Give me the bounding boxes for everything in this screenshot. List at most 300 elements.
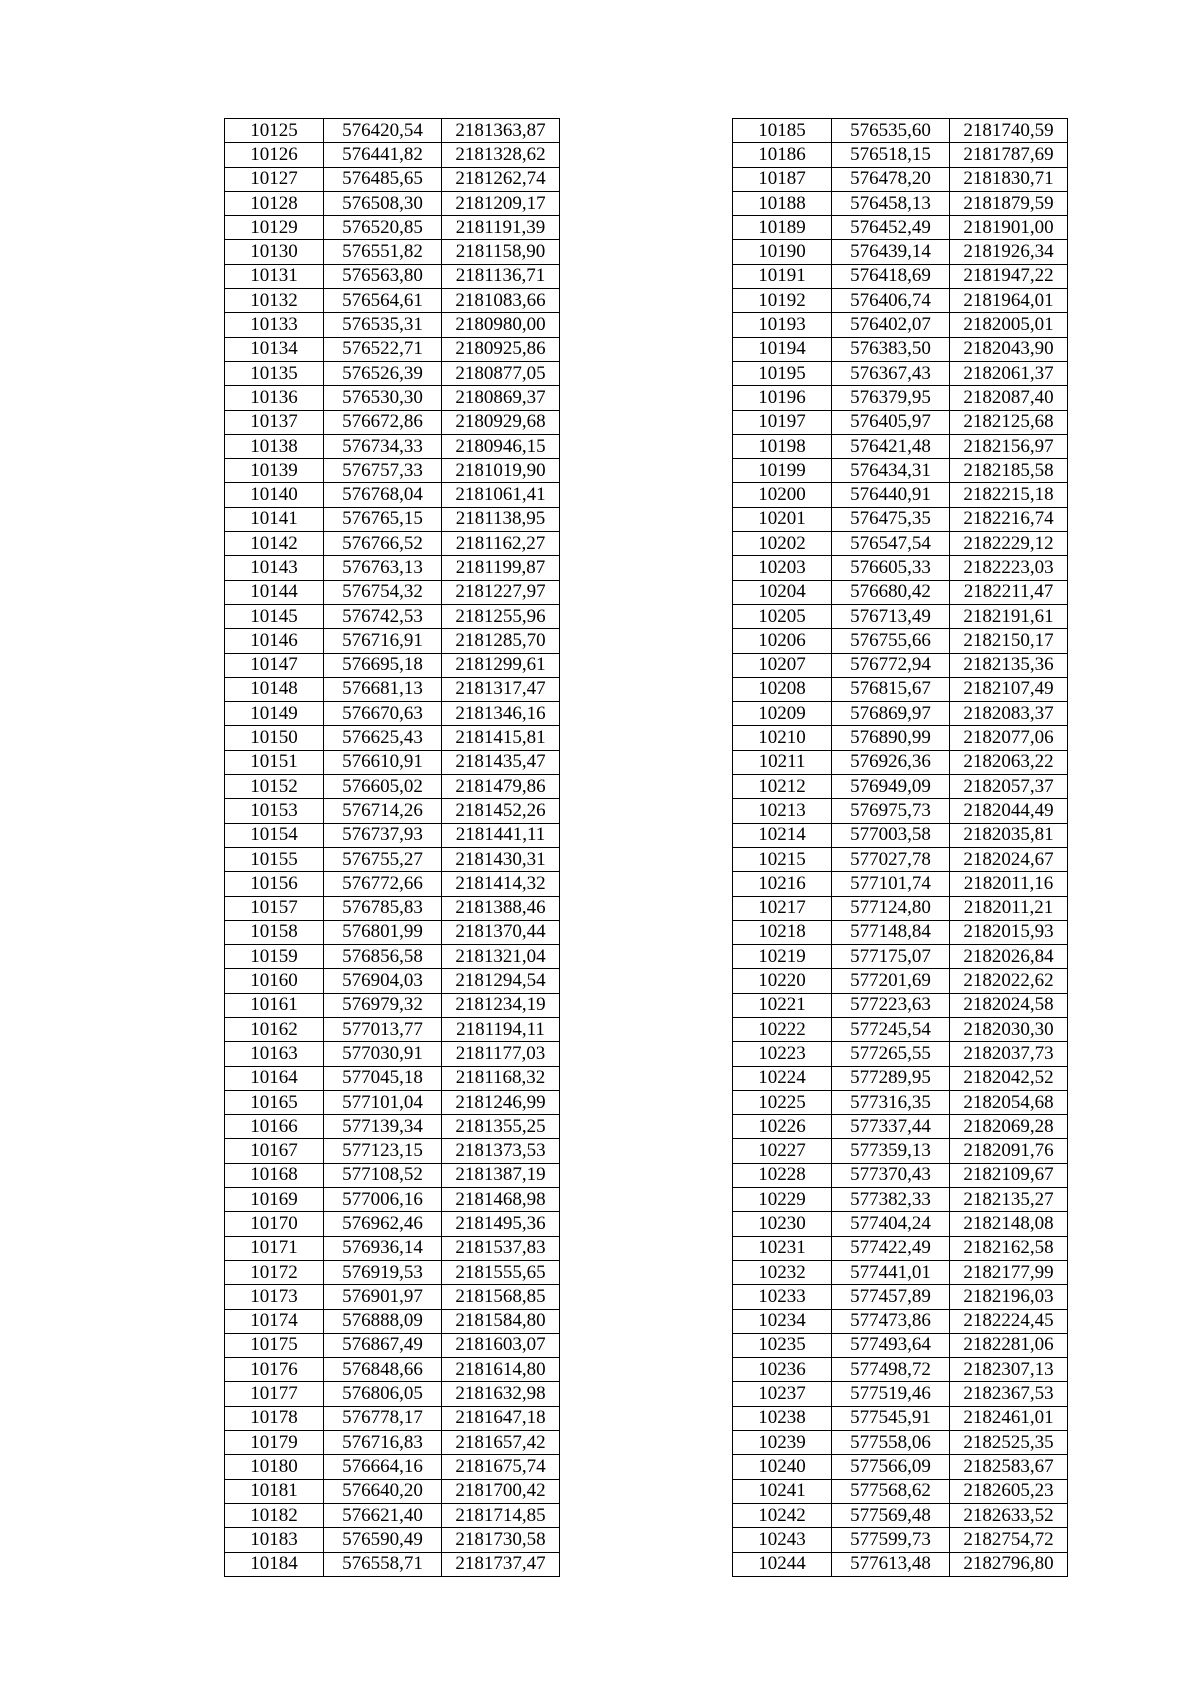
point-number-cell: 10241	[733, 1479, 832, 1503]
point-number-cell: 10185	[733, 119, 832, 143]
table-row	[225, 1139, 560, 1163]
x-coordinate-cell: 576418,69	[832, 264, 950, 288]
x-coordinate-cell: 576869,97	[832, 702, 950, 726]
table-row	[733, 1236, 1068, 1260]
x-coordinate-cell: 577337,44	[832, 1115, 950, 1139]
table-row	[225, 896, 560, 920]
x-coordinate-cell: 576478,20	[832, 167, 950, 191]
table-row	[225, 386, 560, 410]
y-coordinate-cell: 2182223,03	[950, 556, 1068, 580]
point-number-cell: 10157	[225, 896, 324, 920]
x-coordinate-cell: 577003,58	[832, 823, 950, 847]
table-row	[225, 993, 560, 1017]
x-coordinate-cell: 576383,50	[832, 337, 950, 361]
table-row	[225, 653, 560, 677]
point-number-cell: 10236	[733, 1358, 832, 1382]
y-coordinate-cell: 2181568,85	[442, 1285, 560, 1309]
point-number-cell: 10199	[733, 459, 832, 483]
x-coordinate-cell: 576754,32	[324, 580, 442, 604]
y-coordinate-cell: 2181317,47	[442, 677, 560, 701]
point-number-cell: 10205	[733, 604, 832, 628]
y-coordinate-cell: 2182307,13	[950, 1358, 1068, 1382]
x-coordinate-cell: 576605,33	[832, 556, 950, 580]
x-coordinate-cell: 577123,15	[324, 1139, 442, 1163]
x-coordinate-cell: 576765,15	[324, 507, 442, 531]
y-coordinate-cell: 2182177,99	[950, 1260, 1068, 1284]
y-coordinate-cell: 2181388,46	[442, 896, 560, 920]
y-coordinate-cell: 2182229,12	[950, 532, 1068, 556]
y-coordinate-cell: 2182024,58	[950, 993, 1068, 1017]
table-row	[225, 216, 560, 240]
table-row	[225, 750, 560, 774]
table-row	[225, 823, 560, 847]
point-number-cell: 10162	[225, 1017, 324, 1041]
table-row	[733, 386, 1068, 410]
x-coordinate-cell: 576547,54	[832, 532, 950, 556]
table-row	[733, 653, 1068, 677]
table-row	[225, 1115, 560, 1139]
table-row	[225, 1260, 560, 1284]
table-row	[733, 1358, 1068, 1382]
x-coordinate-cell: 576734,33	[324, 434, 442, 458]
x-coordinate-cell: 576508,30	[324, 191, 442, 215]
table-row	[225, 1406, 560, 1430]
coordinates-table-right	[732, 118, 1068, 1577]
y-coordinate-cell: 2181730,58	[442, 1528, 560, 1552]
x-coordinate-cell: 576564,61	[324, 289, 442, 313]
x-coordinate-cell: 576535,60	[832, 119, 950, 143]
point-number-cell: 10141	[225, 507, 324, 531]
table-row	[733, 993, 1068, 1017]
table-row	[733, 872, 1068, 896]
x-coordinate-cell: 576551,82	[324, 240, 442, 264]
y-coordinate-cell: 2182061,37	[950, 361, 1068, 385]
y-coordinate-cell: 2181926,34	[950, 240, 1068, 264]
table-row	[225, 507, 560, 531]
table-row	[225, 459, 560, 483]
y-coordinate-cell: 2181714,85	[442, 1503, 560, 1527]
x-coordinate-cell: 577175,07	[832, 945, 950, 969]
x-coordinate-cell: 576402,07	[832, 313, 950, 337]
point-number-cell: 10186	[733, 143, 832, 167]
table-row	[225, 1333, 560, 1357]
y-coordinate-cell: 2181168,32	[442, 1066, 560, 1090]
table-row	[733, 1406, 1068, 1430]
point-number-cell: 10200	[733, 483, 832, 507]
x-coordinate-cell: 577566,09	[832, 1455, 950, 1479]
point-number-cell: 10142	[225, 532, 324, 556]
point-number-cell: 10239	[733, 1431, 832, 1455]
x-coordinate-cell: 576590,49	[324, 1528, 442, 1552]
table-row	[733, 1017, 1068, 1041]
y-coordinate-cell: 2182191,61	[950, 604, 1068, 628]
table-row	[733, 532, 1068, 556]
point-number-cell: 10219	[733, 945, 832, 969]
x-coordinate-cell: 577124,80	[832, 896, 950, 920]
point-number-cell: 10227	[733, 1139, 832, 1163]
table-row	[733, 945, 1068, 969]
point-number-cell: 10138	[225, 434, 324, 458]
point-number-cell: 10193	[733, 313, 832, 337]
point-number-cell: 10220	[733, 969, 832, 993]
x-coordinate-cell: 577441,01	[832, 1260, 950, 1284]
x-coordinate-cell: 576672,86	[324, 410, 442, 434]
x-coordinate-cell: 576806,05	[324, 1382, 442, 1406]
table-row	[225, 1285, 560, 1309]
table-row	[733, 1212, 1068, 1236]
x-coordinate-cell: 576772,66	[324, 872, 442, 896]
table-row	[733, 775, 1068, 799]
table-row	[225, 1066, 560, 1090]
table-row	[733, 1139, 1068, 1163]
x-coordinate-cell: 576367,43	[832, 361, 950, 385]
x-coordinate-cell: 577027,78	[832, 847, 950, 871]
table-row	[733, 410, 1068, 434]
x-coordinate-cell: 576901,97	[324, 1285, 442, 1309]
x-coordinate-cell: 576475,35	[832, 507, 950, 531]
y-coordinate-cell: 2182605,23	[950, 1479, 1068, 1503]
y-coordinate-cell: 2181262,74	[442, 167, 560, 191]
y-coordinate-cell: 2181555,65	[442, 1260, 560, 1284]
point-number-cell: 10180	[225, 1455, 324, 1479]
table-row	[733, 556, 1068, 580]
x-coordinate-cell: 577613,48	[832, 1552, 950, 1576]
point-number-cell: 10146	[225, 629, 324, 653]
x-coordinate-cell: 576772,94	[832, 653, 950, 677]
x-coordinate-cell: 576522,71	[324, 337, 442, 361]
point-number-cell: 10222	[733, 1017, 832, 1041]
y-coordinate-cell: 2181019,90	[442, 459, 560, 483]
x-coordinate-cell: 576713,49	[832, 604, 950, 628]
x-coordinate-cell: 576441,82	[324, 143, 442, 167]
point-number-cell: 10213	[733, 799, 832, 823]
point-number-cell: 10158	[225, 920, 324, 944]
point-number-cell: 10171	[225, 1236, 324, 1260]
table-row	[225, 1528, 560, 1552]
y-coordinate-cell: 2182583,67	[950, 1455, 1068, 1479]
point-number-cell: 10175	[225, 1333, 324, 1357]
table-row	[225, 872, 560, 896]
table-row	[225, 1042, 560, 1066]
point-number-cell: 10170	[225, 1212, 324, 1236]
point-number-cell: 10210	[733, 726, 832, 750]
point-number-cell: 10134	[225, 337, 324, 361]
x-coordinate-cell: 577245,54	[832, 1017, 950, 1041]
y-coordinate-cell: 2181584,80	[442, 1309, 560, 1333]
point-number-cell: 10207	[733, 653, 832, 677]
y-coordinate-cell: 2181700,42	[442, 1479, 560, 1503]
point-number-cell: 10143	[225, 556, 324, 580]
x-coordinate-cell: 576755,66	[832, 629, 950, 653]
point-number-cell: 10137	[225, 410, 324, 434]
table-row	[225, 556, 560, 580]
point-number-cell: 10168	[225, 1163, 324, 1187]
x-coordinate-cell: 577599,73	[832, 1528, 950, 1552]
table-row	[733, 1115, 1068, 1139]
point-number-cell: 10198	[733, 434, 832, 458]
x-coordinate-cell: 576975,73	[832, 799, 950, 823]
point-number-cell: 10244	[733, 1552, 832, 1576]
table-row	[225, 1188, 560, 1212]
x-coordinate-cell: 576420,54	[324, 119, 442, 143]
y-coordinate-cell: 2181495,36	[442, 1212, 560, 1236]
x-coordinate-cell: 576815,67	[832, 677, 950, 701]
point-number-cell: 10135	[225, 361, 324, 385]
table-row	[225, 410, 560, 434]
point-number-cell: 10225	[733, 1090, 832, 1114]
point-number-cell: 10136	[225, 386, 324, 410]
y-coordinate-cell: 2181675,74	[442, 1455, 560, 1479]
y-coordinate-cell: 2182011,16	[950, 872, 1068, 896]
table-row	[225, 920, 560, 944]
table-row	[733, 1163, 1068, 1187]
x-coordinate-cell: 577370,43	[832, 1163, 950, 1187]
y-coordinate-cell: 2182367,53	[950, 1382, 1068, 1406]
x-coordinate-cell: 576695,18	[324, 653, 442, 677]
table-row	[733, 847, 1068, 871]
point-number-cell: 10183	[225, 1528, 324, 1552]
y-coordinate-cell: 2182026,84	[950, 945, 1068, 969]
point-number-cell: 10194	[733, 337, 832, 361]
x-coordinate-cell: 576670,63	[324, 702, 442, 726]
y-coordinate-cell: 2181879,59	[950, 191, 1068, 215]
x-coordinate-cell: 577519,46	[832, 1382, 950, 1406]
table-row	[733, 143, 1068, 167]
y-coordinate-cell: 2181209,17	[442, 191, 560, 215]
table-row	[225, 483, 560, 507]
point-number-cell: 10131	[225, 264, 324, 288]
x-coordinate-cell: 576936,14	[324, 1236, 442, 1260]
x-coordinate-cell: 576563,80	[324, 264, 442, 288]
point-number-cell: 10176	[225, 1358, 324, 1382]
y-coordinate-cell: 2181373,53	[442, 1139, 560, 1163]
table-row	[733, 289, 1068, 313]
y-coordinate-cell: 2181452,26	[442, 799, 560, 823]
point-number-cell: 10234	[733, 1309, 832, 1333]
y-coordinate-cell: 2181614,80	[442, 1358, 560, 1382]
point-number-cell: 10164	[225, 1066, 324, 1090]
y-coordinate-cell: 2182005,01	[950, 313, 1068, 337]
x-coordinate-cell: 576763,13	[324, 556, 442, 580]
point-number-cell: 10211	[733, 750, 832, 774]
y-coordinate-cell: 2182196,03	[950, 1285, 1068, 1309]
x-coordinate-cell: 577223,63	[832, 993, 950, 1017]
table-row	[733, 507, 1068, 531]
point-number-cell: 10147	[225, 653, 324, 677]
table-row	[225, 847, 560, 871]
x-coordinate-cell: 576440,91	[832, 483, 950, 507]
y-coordinate-cell: 2180980,00	[442, 313, 560, 337]
x-coordinate-cell: 576518,15	[832, 143, 950, 167]
table-row	[733, 1090, 1068, 1114]
x-coordinate-cell: 576766,52	[324, 532, 442, 556]
point-number-cell: 10187	[733, 167, 832, 191]
point-number-cell: 10188	[733, 191, 832, 215]
table-row	[733, 969, 1068, 993]
table-row	[225, 580, 560, 604]
x-coordinate-cell: 577265,55	[832, 1042, 950, 1066]
y-coordinate-cell: 2182148,08	[950, 1212, 1068, 1236]
table-row	[733, 337, 1068, 361]
y-coordinate-cell: 2182135,36	[950, 653, 1068, 677]
table-row	[225, 361, 560, 385]
y-coordinate-cell: 2181136,71	[442, 264, 560, 288]
y-coordinate-cell: 2180946,15	[442, 434, 560, 458]
y-coordinate-cell: 2181285,70	[442, 629, 560, 653]
point-number-cell: 10212	[733, 775, 832, 799]
y-coordinate-cell: 2182796,80	[950, 1552, 1068, 1576]
x-coordinate-cell: 576768,04	[324, 483, 442, 507]
x-coordinate-cell: 577493,64	[832, 1333, 950, 1357]
point-number-cell: 10202	[733, 532, 832, 556]
table-row	[733, 799, 1068, 823]
table-row	[733, 702, 1068, 726]
x-coordinate-cell: 576458,13	[832, 191, 950, 215]
table-row	[225, 434, 560, 458]
y-coordinate-cell: 2181603,07	[442, 1333, 560, 1357]
y-coordinate-cell: 2182281,06	[950, 1333, 1068, 1357]
table-row	[733, 434, 1068, 458]
point-number-cell: 10196	[733, 386, 832, 410]
table-row	[225, 143, 560, 167]
x-coordinate-cell: 577422,49	[832, 1236, 950, 1260]
y-coordinate-cell: 2181191,39	[442, 216, 560, 240]
y-coordinate-cell: 2181537,83	[442, 1236, 560, 1260]
table-row	[733, 1285, 1068, 1309]
y-coordinate-cell: 2182525,35	[950, 1431, 1068, 1455]
x-coordinate-cell: 576755,27	[324, 847, 442, 871]
table-row	[733, 483, 1068, 507]
table-row	[733, 1382, 1068, 1406]
point-number-cell: 10243	[733, 1528, 832, 1552]
y-coordinate-cell: 2181414,32	[442, 872, 560, 896]
point-number-cell: 10228	[733, 1163, 832, 1187]
point-number-cell: 10189	[733, 216, 832, 240]
table-row	[225, 167, 560, 191]
y-coordinate-cell: 2181415,81	[442, 726, 560, 750]
y-coordinate-cell: 2181138,95	[442, 507, 560, 531]
point-number-cell: 10156	[225, 872, 324, 896]
point-number-cell: 10125	[225, 119, 324, 143]
y-coordinate-cell: 2181647,18	[442, 1406, 560, 1430]
table-row	[733, 580, 1068, 604]
y-coordinate-cell: 2180869,37	[442, 386, 560, 410]
point-number-cell: 10130	[225, 240, 324, 264]
point-number-cell: 10148	[225, 677, 324, 701]
table-row	[225, 1431, 560, 1455]
point-number-cell: 10221	[733, 993, 832, 1017]
table-row	[733, 1431, 1068, 1455]
y-coordinate-cell: 2181632,98	[442, 1382, 560, 1406]
x-coordinate-cell: 576625,43	[324, 726, 442, 750]
table-row	[225, 1503, 560, 1527]
point-number-cell: 10166	[225, 1115, 324, 1139]
point-number-cell: 10224	[733, 1066, 832, 1090]
table-row	[733, 264, 1068, 288]
point-number-cell: 10209	[733, 702, 832, 726]
y-coordinate-cell: 2181227,97	[442, 580, 560, 604]
table-row	[225, 191, 560, 215]
table-row	[733, 119, 1068, 143]
x-coordinate-cell: 577569,48	[832, 1503, 950, 1527]
table-row	[733, 191, 1068, 215]
y-coordinate-cell: 2181294,54	[442, 969, 560, 993]
y-coordinate-cell: 2182024,67	[950, 847, 1068, 871]
table-row	[225, 969, 560, 993]
y-coordinate-cell: 2182162,58	[950, 1236, 1068, 1260]
table-row	[733, 313, 1068, 337]
table-row	[225, 604, 560, 628]
table-row	[225, 532, 560, 556]
point-number-cell: 10240	[733, 1455, 832, 1479]
y-coordinate-cell: 2182216,74	[950, 507, 1068, 531]
point-number-cell: 10160	[225, 969, 324, 993]
table-row	[733, 240, 1068, 264]
x-coordinate-cell: 577473,86	[832, 1309, 950, 1333]
y-coordinate-cell: 2180877,05	[442, 361, 560, 385]
y-coordinate-cell: 2181246,99	[442, 1090, 560, 1114]
y-coordinate-cell: 2181355,25	[442, 1115, 560, 1139]
point-number-cell: 10133	[225, 313, 324, 337]
x-coordinate-cell: 577568,62	[832, 1479, 950, 1503]
x-coordinate-cell: 577030,91	[324, 1042, 442, 1066]
x-coordinate-cell: 577404,24	[832, 1212, 950, 1236]
x-coordinate-cell: 577316,35	[832, 1090, 950, 1114]
point-number-cell: 10169	[225, 1188, 324, 1212]
x-coordinate-cell: 577201,69	[832, 969, 950, 993]
table-row	[733, 361, 1068, 385]
y-coordinate-cell: 2181737,47	[442, 1552, 560, 1576]
y-coordinate-cell: 2181947,22	[950, 264, 1068, 288]
table-row	[733, 1479, 1068, 1503]
table-row	[225, 240, 560, 264]
y-coordinate-cell: 2181740,59	[950, 119, 1068, 143]
y-coordinate-cell: 2181435,47	[442, 750, 560, 774]
x-coordinate-cell: 576949,09	[832, 775, 950, 799]
table-row	[733, 629, 1068, 653]
x-coordinate-cell: 576439,14	[832, 240, 950, 264]
y-coordinate-cell: 2181468,98	[442, 1188, 560, 1212]
x-coordinate-cell: 576737,93	[324, 823, 442, 847]
x-coordinate-cell: 576535,31	[324, 313, 442, 337]
point-number-cell: 10159	[225, 945, 324, 969]
x-coordinate-cell: 576757,33	[324, 459, 442, 483]
x-coordinate-cell: 576888,09	[324, 1309, 442, 1333]
point-number-cell: 10204	[733, 580, 832, 604]
y-coordinate-cell: 2182156,97	[950, 434, 1068, 458]
point-number-cell: 10182	[225, 1503, 324, 1527]
y-coordinate-cell: 2181430,31	[442, 847, 560, 871]
point-number-cell: 10153	[225, 799, 324, 823]
point-number-cell: 10140	[225, 483, 324, 507]
x-coordinate-cell: 576681,13	[324, 677, 442, 701]
x-coordinate-cell: 576890,99	[832, 726, 950, 750]
point-number-cell: 10154	[225, 823, 324, 847]
point-number-cell: 10181	[225, 1479, 324, 1503]
point-number-cell: 10215	[733, 847, 832, 871]
y-coordinate-cell: 2182083,37	[950, 702, 1068, 726]
table-row	[733, 216, 1068, 240]
x-coordinate-cell: 576848,66	[324, 1358, 442, 1382]
y-coordinate-cell: 2182057,37	[950, 775, 1068, 799]
point-number-cell: 10177	[225, 1382, 324, 1406]
x-coordinate-cell: 576904,03	[324, 969, 442, 993]
point-number-cell: 10179	[225, 1431, 324, 1455]
table-row	[733, 459, 1068, 483]
point-number-cell: 10173	[225, 1285, 324, 1309]
point-number-cell: 10223	[733, 1042, 832, 1066]
y-coordinate-cell: 2182087,40	[950, 386, 1068, 410]
